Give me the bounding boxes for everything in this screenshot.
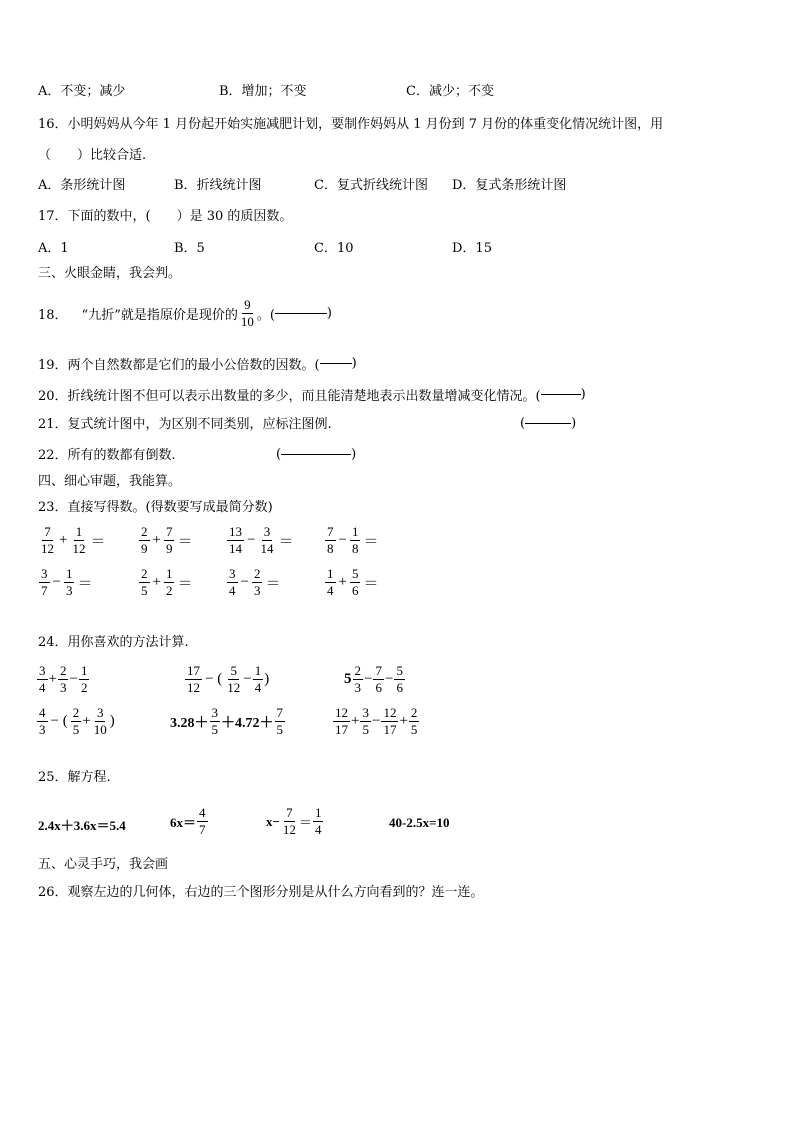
q23-equals: ＝	[177, 534, 193, 550]
q23-fraction-b-denominator: 9	[165, 541, 173, 556]
q18-fraction	[239, 298, 256, 329]
q16-option-d: D．复式条形统计图	[452, 178, 567, 193]
q24-e1-f2-num: 2	[59, 663, 67, 678]
q23-fraction-a-denominator: 4	[327, 583, 334, 598]
q23-fraction-b-denominator: 6	[351, 583, 359, 598]
q23-fraction-a-numerator: 3	[229, 566, 236, 581]
q17-stem: 17．下面的数中，( ）是 30 的质因数。	[38, 209, 293, 224]
q22-answer-blank[interactable]	[281, 454, 351, 455]
q25-eq3-den2: 4	[314, 822, 322, 837]
q24-expression-2	[184, 664, 269, 695]
q24-e6-f4-num: 2	[410, 705, 418, 720]
q21-text: 21．复式统计图中，为区别不同类别，应标注图例.	[38, 417, 332, 432]
q17-option-b: B．5	[174, 241, 205, 256]
q18-number: 18．	[38, 308, 68, 323]
q23-fraction-a-numerator: 7	[44, 524, 51, 539]
q25-eq2-left: 6x＝	[170, 815, 197, 830]
q23-operator: +	[152, 574, 161, 590]
q18-row	[38, 298, 332, 329]
q23-fraction-b-numerator: 2	[253, 566, 261, 581]
q18-fraction-denominator: 10	[240, 314, 254, 329]
q23-fraction-a-denominator: 8	[327, 541, 334, 556]
q20-paren-close: )	[580, 387, 586, 402]
q24-e3-op1: −	[364, 671, 373, 687]
q23-fraction-b-numerator: 1	[165, 566, 173, 581]
q23-exercise	[226, 567, 282, 598]
q23-fraction-b-numerator: 1	[351, 524, 359, 539]
q23-fraction-b-numerator: 3	[263, 524, 271, 539]
q25-eq3-den1: 12	[282, 822, 296, 837]
q23-fraction-a-denominator: 4	[229, 583, 236, 598]
q25-eq2-num: 4	[199, 805, 206, 820]
q23-fraction-a-numerator: 1	[327, 566, 334, 581]
q23-fraction-b-numerator: 1	[65, 566, 73, 581]
section-3-heading: 三、火眼金睛，我会判。	[38, 266, 182, 281]
q17-option-c: C．10	[314, 241, 354, 256]
q18-text: “九折”就是指原价是现价的	[81, 308, 238, 323]
q23-exercise	[38, 525, 107, 556]
q24-e3-whole: 5	[344, 671, 352, 687]
q23-exercise	[226, 525, 295, 556]
q15-option-a: A．不变；减少	[38, 84, 126, 99]
q23-fraction-b-denominator: 3	[253, 583, 261, 598]
q16-option-a: A．条形统计图	[38, 178, 126, 193]
q23-fraction-a-numerator: 2	[141, 524, 148, 539]
q23-equals: ＝	[265, 576, 281, 592]
q23-fraction-a-numerator: 3	[41, 566, 48, 581]
q24-expression-3	[344, 664, 406, 695]
q24-e2-f1-den: 12	[187, 680, 200, 695]
q18-paren-close: )	[326, 306, 332, 321]
q24-e2-op1: − (	[205, 671, 223, 687]
q23-exercise	[324, 525, 380, 556]
q25-equation-1	[38, 815, 126, 834]
q23-fraction-b-denominator: 12	[72, 541, 86, 556]
q24-e1-f1-den: 4	[39, 680, 46, 695]
q24-e4-close: )	[109, 713, 115, 729]
q22-answer	[276, 447, 356, 462]
q24-e2-f3-num: 1	[254, 663, 262, 678]
q25-eq3-num1: 7	[286, 805, 293, 820]
q16-option-c: C．复式折线统计图	[314, 178, 428, 193]
q21-paren-open: (	[520, 416, 526, 431]
q25-eq2-den: 7	[199, 822, 206, 837]
q24-expression-6	[332, 706, 420, 737]
q26-stem: 26．观察左边的几何体，右边的三个图形分别是从什么方向看到的？连一连。	[38, 885, 484, 900]
q24-e6-op1: +	[351, 713, 360, 729]
q24-e2-op2: −	[243, 671, 252, 687]
q24-e6-f1-den: 17	[335, 722, 348, 737]
section-5-heading: 五、心灵手巧，我会画	[38, 857, 169, 872]
q25-eq3-num2: 1	[314, 805, 322, 820]
q23-operator: −	[52, 574, 61, 590]
q24-e6-f3-den: 17	[383, 722, 397, 737]
q23-equals: ＝	[77, 576, 93, 592]
q24-e2-f2-den: 12	[227, 680, 241, 695]
q24-e6-f1-num: 12	[335, 705, 348, 720]
q25-eq4-text: 40-2.5x=10	[389, 815, 450, 830]
q24-e5-part1: 3.28＋	[170, 715, 209, 731]
q25-equation-2	[170, 806, 209, 837]
q23-exercise	[38, 567, 94, 598]
q23-fraction-a-denominator: 7	[41, 583, 48, 598]
q20-answer-blank[interactable]	[541, 394, 581, 395]
q24-e1-op1: +	[48, 671, 57, 687]
q23-fraction-a-numerator: 7	[327, 524, 334, 539]
q22-paren-open: (	[276, 447, 282, 462]
q24-e1-op2: −	[69, 671, 78, 687]
q24-expression-5	[170, 706, 286, 737]
q23-fraction-b-denominator: 14	[260, 541, 274, 556]
q23-fraction-b-denominator: 3	[65, 583, 73, 598]
q24-e1-f3-num: 1	[80, 663, 88, 678]
q23-equals: ＝	[363, 534, 379, 550]
q22-text: 22．所有的数都有倒数.	[38, 448, 176, 463]
q23-fraction-b-denominator: 2	[165, 583, 173, 598]
q24-e2-f1-num: 17	[187, 663, 200, 678]
q24-e4-f2-den: 5	[72, 722, 80, 737]
q23-operator: −	[247, 532, 256, 548]
q23-fraction-b-numerator: 7	[165, 524, 173, 539]
q21-answer-blank[interactable]	[525, 423, 571, 424]
q24-e4-f2-num: 2	[72, 705, 80, 720]
q24-e6-op3: +	[399, 713, 408, 729]
q24-e1-f1-num: 3	[39, 663, 46, 678]
q24-e6-f2-den: 5	[362, 722, 369, 737]
q24-expression-4	[36, 706, 115, 737]
q17-option-d: D．15	[452, 241, 492, 256]
q17-option-a: A．1	[38, 241, 69, 256]
q24-e4-f3-num: 3	[96, 705, 104, 720]
q20-row	[38, 385, 586, 404]
q23-exercise	[138, 525, 194, 556]
q24-stem: 24．用你喜欢的方法计算.	[38, 635, 189, 650]
q23-equals: ＝	[363, 576, 379, 592]
q23-fraction-a-numerator: 13	[229, 524, 242, 539]
q25-eq3-left: x−	[266, 813, 280, 829]
q24-e2-close: )	[264, 671, 270, 687]
q23-exercise	[138, 567, 194, 598]
q24-e6-f2-num: 3	[362, 705, 369, 720]
q21-paren-close: )	[571, 416, 577, 431]
q24-e4-f1-den: 3	[39, 722, 46, 737]
q16-stem-line1: 16．小明妈妈从今年 1 月份起开始实施减肥计划，要制作妈妈从 1 月份到 7 月份的体重变化情况统计图，用	[38, 117, 664, 132]
q25-eq3-equals: ＝	[298, 815, 312, 830]
q23-operator: +	[338, 574, 347, 590]
q25-eq1-text: 2.4x＋3.6x＝5.4	[38, 818, 126, 833]
q24-e5-f1-num: 3	[211, 705, 218, 720]
q24-e4-op1: − (	[50, 713, 68, 729]
q24-e6-f3-num: 12	[383, 705, 397, 720]
q24-e1-f2-den: 3	[59, 680, 67, 695]
q24-e4-f1-num: 4	[39, 705, 46, 720]
q23-operator: −	[240, 574, 249, 590]
q24-e4-op2: +	[82, 713, 91, 729]
q16-stem-line2: （ ）比较合适.	[38, 148, 147, 163]
q24-e6-f4-den: 5	[410, 722, 418, 737]
q24-e5-f1-den: 5	[211, 722, 218, 737]
q23-fraction-b-numerator: 5	[351, 566, 359, 581]
q19-text: 19．两个自然数都是它们的最小公倍数的因数。(	[38, 358, 320, 373]
q15-option-b: B．增加；不变	[219, 84, 307, 99]
q23-fraction-b-numerator: 1	[75, 524, 83, 539]
q19-answer-blank[interactable]	[320, 363, 352, 364]
q22-paren-close: )	[351, 447, 357, 462]
q18-paren-open: 。(	[256, 308, 275, 323]
q24-e3-f1-den: 3	[354, 680, 361, 695]
q24-e1-f3-den: 2	[80, 680, 88, 695]
q23-operator: −	[338, 532, 347, 548]
q21-answer	[520, 416, 576, 431]
q25-stem: 25．解方程.	[38, 770, 111, 785]
q23-equals: ＝	[278, 534, 294, 550]
q24-e2-f3-den: 4	[254, 680, 262, 695]
q16-option-b: B．折线统计图	[174, 178, 262, 193]
q24-expression-1	[36, 664, 90, 695]
q24-e3-op2: −	[384, 671, 394, 687]
q24-e2-f2-num: 5	[230, 663, 237, 678]
q18-answer-blank[interactable]	[275, 313, 327, 314]
q23-equals: ＝	[177, 576, 193, 592]
q24-e6-op2: −	[371, 713, 381, 729]
q23-stem: 23．直接写得数。(得数要写成最简分数)	[38, 500, 273, 515]
q23-equals: ＝	[90, 534, 106, 550]
q24-e4-f3-den: 10	[93, 722, 107, 737]
q24-e3-f3-den: 6	[396, 680, 403, 695]
q24-e3-f3-num: 5	[396, 663, 403, 678]
q23-exercise	[324, 567, 380, 598]
q19-paren-close: )	[351, 356, 357, 371]
section-4-heading: 四、细心审题，我能算。	[38, 474, 182, 489]
q23-operator: +	[59, 532, 68, 548]
q24-e5-f2-den: 5	[276, 722, 283, 737]
q23-fraction-a-denominator: 9	[141, 541, 148, 556]
q25-equation-4	[389, 815, 450, 831]
q23-fraction-a-denominator: 5	[141, 583, 148, 598]
q15-option-c: C．减少；不变	[406, 84, 494, 99]
q23-operator: +	[152, 532, 161, 548]
q24-e3-f2-den: 6	[375, 680, 382, 695]
q23-fraction-a-numerator: 2	[141, 566, 148, 581]
q19-row	[38, 354, 357, 373]
q24-e5-part2: ＋4.72＋	[221, 715, 274, 731]
q18-fraction-numerator: 9	[244, 297, 251, 312]
q25-equation-3	[266, 806, 324, 837]
q23-fraction-a-denominator: 12	[41, 541, 54, 556]
q23-fraction-a-denominator: 14	[229, 541, 242, 556]
q24-e3-f2-num: 7	[375, 663, 382, 678]
q20-text: 20．折线统计图不但可以表示出数量的多少，而且能清楚地表示出数量增减变化情况。(	[38, 389, 541, 404]
q24-e3-f1-num: 2	[354, 663, 361, 678]
q24-e5-f2-num: 7	[276, 705, 283, 720]
q23-fraction-b-denominator: 8	[351, 541, 359, 556]
